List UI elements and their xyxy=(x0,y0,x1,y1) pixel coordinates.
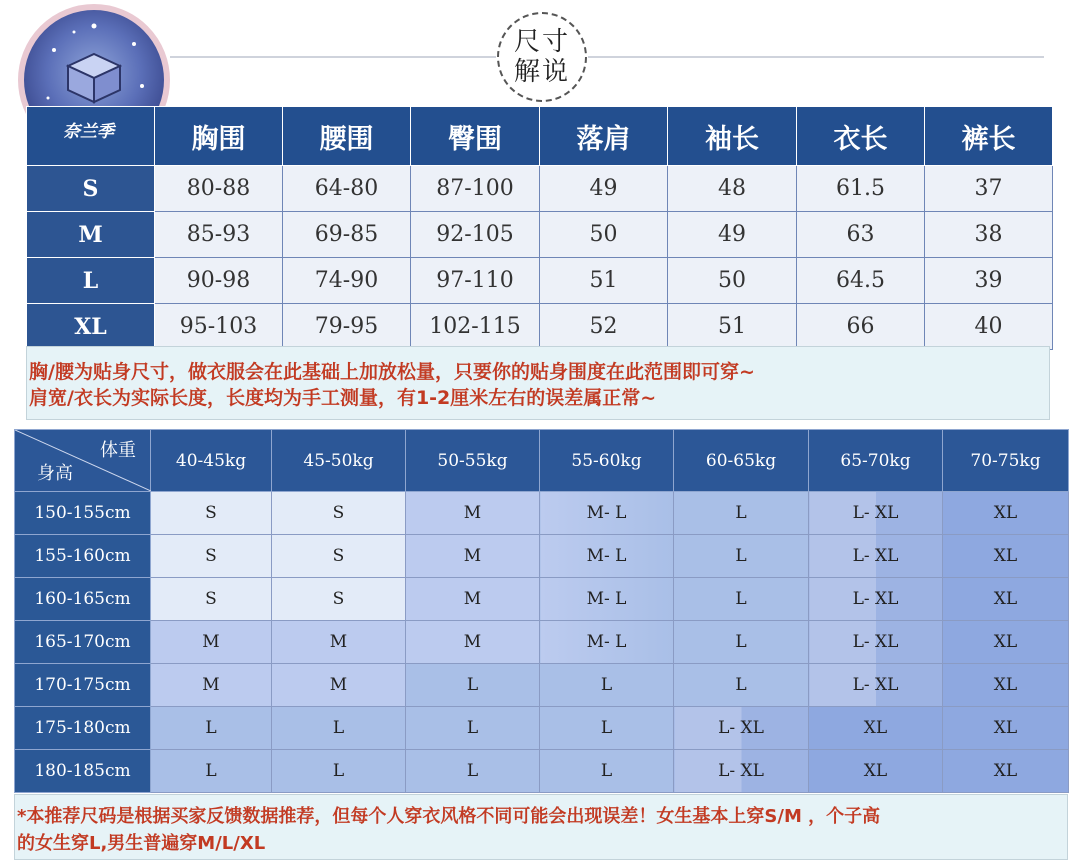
recommend-cell: L- XL xyxy=(809,492,943,535)
recommend-cell: L xyxy=(272,707,406,750)
size-note-line-1: 胸/腰为贴身尺寸，做衣服会在此基础上加放松量，只要你的贴身围度在此范围即可穿~ xyxy=(29,361,755,383)
size-cell: 52 xyxy=(540,304,668,350)
recommend-row xyxy=(15,492,1069,535)
height-label: 170-175cm xyxy=(15,664,151,707)
height-label: 150-155cm xyxy=(15,492,151,535)
size-cell: 66 xyxy=(797,304,925,350)
col-header-waist: 腰围 xyxy=(283,107,411,166)
recommend-cell: L xyxy=(540,750,674,793)
recommend-row xyxy=(15,535,1069,578)
weight-header: 60-65kg xyxy=(674,430,809,492)
title-line-1: 尺寸 xyxy=(513,27,570,57)
size-cell: 85-93 xyxy=(155,212,283,258)
size-cell: 49 xyxy=(668,212,797,258)
size-label: L xyxy=(27,258,155,304)
recommend-cell: S xyxy=(151,578,272,621)
size-cell: 51 xyxy=(668,304,797,350)
weight-header: 55-60kg xyxy=(540,430,674,492)
corner-height-label: 身高 xyxy=(37,463,73,484)
size-table xyxy=(26,106,1053,350)
size-cell: 87-100 xyxy=(411,166,540,212)
weight-header: 50-55kg xyxy=(406,430,540,492)
header-rule-left xyxy=(170,56,496,58)
recommend-cell: M xyxy=(406,492,540,535)
recommend-cell: XL xyxy=(943,621,1069,664)
recommend-cell: XL xyxy=(809,707,943,750)
recommend-cell: L- XL xyxy=(809,535,943,578)
recommend-cell: M xyxy=(151,664,272,707)
recommend-cell: S xyxy=(272,578,406,621)
recommend-cell: L xyxy=(674,664,809,707)
recommend-row xyxy=(15,664,1069,707)
title-line-2: 解说 xyxy=(513,57,570,87)
recommend-cell: M xyxy=(406,578,540,621)
col-header-hip: 臀围 xyxy=(411,107,540,166)
recommend-cell: L xyxy=(674,621,809,664)
recommend-cell: L xyxy=(406,750,540,793)
recommend-cell: S xyxy=(151,535,272,578)
size-cell: 64.5 xyxy=(797,258,925,304)
weight-header: 70-75kg xyxy=(943,430,1069,492)
size-cell: 61.5 xyxy=(797,166,925,212)
size-cell: 49 xyxy=(540,166,668,212)
recommend-cell: L- XL xyxy=(674,750,809,793)
height-label: 175-180cm xyxy=(15,707,151,750)
recommend-cell: L xyxy=(674,492,809,535)
recommend-cell: M- L xyxy=(540,492,674,535)
recommend-note xyxy=(14,794,1068,860)
recommend-cell: L xyxy=(406,664,540,707)
recommend-cell: S xyxy=(151,492,272,535)
col-header-chest: 胸围 xyxy=(155,107,283,166)
size-row xyxy=(27,304,1053,350)
size-cell: 80-88 xyxy=(155,166,283,212)
recommend-cell: XL xyxy=(943,707,1069,750)
size-cell: 74-90 xyxy=(283,258,411,304)
size-row xyxy=(27,258,1053,304)
recommend-cell: L- XL xyxy=(809,578,943,621)
size-note xyxy=(26,346,1050,420)
logo-text: 奈兰季 xyxy=(63,122,114,142)
size-cell: 97-110 xyxy=(411,258,540,304)
recommend-row xyxy=(15,750,1069,793)
recommend-cell: M- L xyxy=(540,535,674,578)
recommend-cell: XL xyxy=(809,750,943,793)
recommend-cell: L xyxy=(540,707,674,750)
weight-header: 40-45kg xyxy=(151,430,272,492)
recommend-cell: L- XL xyxy=(809,664,943,707)
recommend-cell: S xyxy=(272,535,406,578)
col-header-shoulder: 落肩 xyxy=(540,107,668,166)
size-cell: 95-103 xyxy=(155,304,283,350)
size-cell: 50 xyxy=(540,212,668,258)
recommend-cell: M- L xyxy=(540,621,674,664)
recommend-cell: L xyxy=(674,535,809,578)
weight-header: 45-50kg xyxy=(272,430,406,492)
size-cell: 38 xyxy=(925,212,1053,258)
recommend-cell: M xyxy=(272,621,406,664)
size-cell: 90-98 xyxy=(155,258,283,304)
size-note-line-2: 肩宽/衣长为实际长度，长度均为手工测量，有1-2厘米左右的误差属正常~ xyxy=(29,387,657,409)
weight-header: 65-70kg xyxy=(809,430,943,492)
recommend-note-line-1: *本推荐尺码是根据买家反馈数据推荐，但每个人穿衣风格不同可能会出现误差！女生基本上穿S/M ，个子高 xyxy=(17,806,881,827)
recommend-table-corner xyxy=(15,430,151,492)
recommend-row xyxy=(15,578,1069,621)
page-title xyxy=(497,12,587,102)
size-cell: 40 xyxy=(925,304,1053,350)
recommend-cell: L xyxy=(406,707,540,750)
size-cell: 50 xyxy=(668,258,797,304)
recommend-cell: L xyxy=(540,664,674,707)
recommend-cell: S xyxy=(272,492,406,535)
recommend-note-line-2: 的女生穿L,男生普遍穿M/L/XL xyxy=(17,833,266,854)
height-label: 180-185cm xyxy=(15,750,151,793)
header-rule-right xyxy=(588,56,1044,58)
recommend-table xyxy=(14,429,1069,793)
recommend-cell: M xyxy=(406,621,540,664)
recommend-cell: XL xyxy=(943,578,1069,621)
recommend-cell: M xyxy=(151,621,272,664)
size-cell: 79-95 xyxy=(283,304,411,350)
size-cell: 37 xyxy=(925,166,1053,212)
height-label: 155-160cm xyxy=(15,535,151,578)
size-cell: 102-115 xyxy=(411,304,540,350)
size-cell: 64-80 xyxy=(283,166,411,212)
col-header-pants: 裤长 xyxy=(925,107,1053,166)
size-table-corner xyxy=(27,107,155,166)
recommend-row xyxy=(15,621,1069,664)
size-table-header xyxy=(27,107,1053,166)
size-cell: 63 xyxy=(797,212,925,258)
height-label: 165-170cm xyxy=(15,621,151,664)
recommend-row xyxy=(15,707,1069,750)
recommend-cell: M xyxy=(406,535,540,578)
recommend-cell: L xyxy=(151,707,272,750)
size-cell: 69-85 xyxy=(283,212,411,258)
col-header-sleeve: 袖长 xyxy=(668,107,797,166)
size-cell: 92-105 xyxy=(411,212,540,258)
recommend-cell: XL xyxy=(943,750,1069,793)
size-row xyxy=(27,166,1053,212)
size-label: XL xyxy=(27,304,155,350)
size-cell: 51 xyxy=(540,258,668,304)
size-label: S xyxy=(27,166,155,212)
recommend-cell: XL xyxy=(943,664,1069,707)
recommend-cell: M- L xyxy=(540,578,674,621)
size-cell: 48 xyxy=(668,166,797,212)
recommend-cell: L xyxy=(674,578,809,621)
corner-weight-label: 体重 xyxy=(100,440,136,461)
size-cell: 39 xyxy=(925,258,1053,304)
recommend-cell: L- XL xyxy=(809,621,943,664)
recommend-cell: L- XL xyxy=(674,707,809,750)
recommend-cell: M xyxy=(272,664,406,707)
recommend-table-header xyxy=(15,430,1069,492)
recommend-cell: XL xyxy=(943,535,1069,578)
recommend-cell: L xyxy=(151,750,272,793)
size-label: M xyxy=(27,212,155,258)
height-label: 160-165cm xyxy=(15,578,151,621)
recommend-cell: L xyxy=(272,750,406,793)
recommend-cell: XL xyxy=(943,492,1069,535)
col-header-length: 衣长 xyxy=(797,107,925,166)
size-row xyxy=(27,212,1053,258)
